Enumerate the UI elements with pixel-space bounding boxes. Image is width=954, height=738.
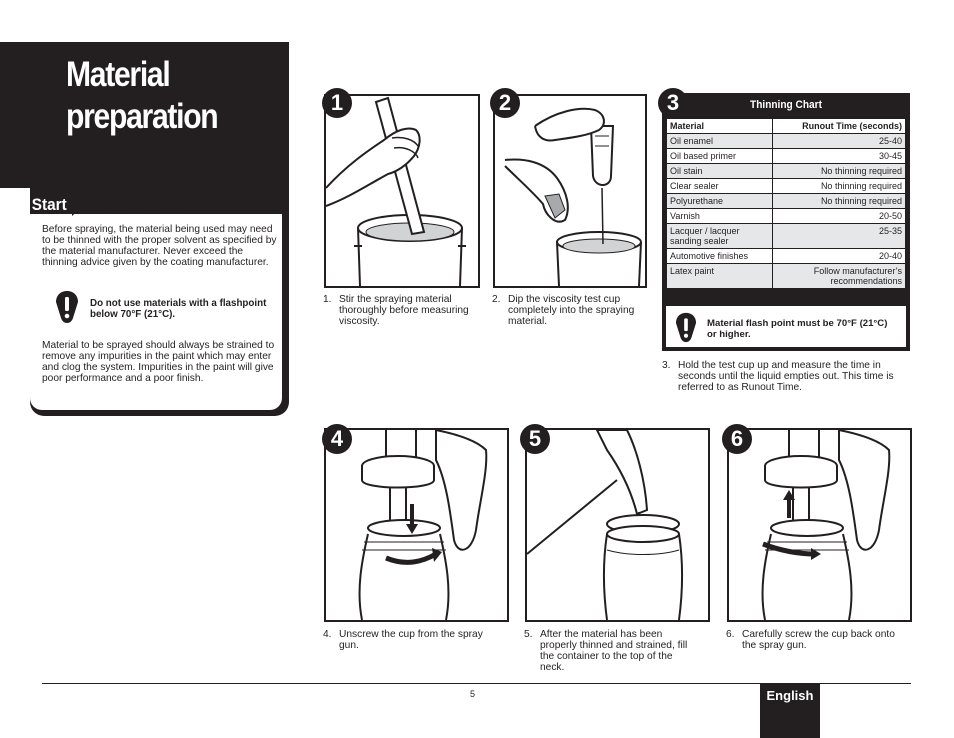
- runout-cell: 30-45: [773, 149, 906, 164]
- table-row: [667, 264, 906, 289]
- step-1-illustration: [324, 94, 480, 288]
- step-4-index: 4.: [323, 629, 332, 640]
- step-5-index: 5.: [524, 629, 533, 640]
- step-3-index: 3.: [662, 360, 671, 371]
- table-row: [667, 164, 906, 179]
- step-3-caption: [662, 360, 912, 393]
- step-2-number: 2: [490, 88, 520, 118]
- step-1-index: 1.: [323, 294, 332, 305]
- flash-point-warning: Material flash point must be 70°F (21°C) or higher.: [707, 318, 888, 340]
- column-header-runout: Runout Time (seconds): [773, 119, 906, 134]
- step-2-index: 2.: [492, 294, 501, 305]
- thinning-chart-table: [666, 118, 906, 289]
- step-4-text: Unscrew the cup from the spray gun.: [339, 629, 483, 651]
- step-2-illustration: [493, 94, 647, 288]
- start-tab: Start: [31, 195, 67, 214]
- runout-cell: No thinning required: [773, 194, 906, 209]
- table-header-row: [667, 119, 906, 134]
- material-cell: Clear sealer: [667, 179, 773, 194]
- column-header-material: Material: [667, 119, 773, 134]
- table-row: [667, 179, 906, 194]
- table-row: [667, 149, 906, 164]
- table-row: [667, 134, 906, 149]
- step-5-caption: [524, 629, 704, 673]
- page-title: Material preparation: [66, 55, 218, 136]
- intro-paragraph: Before spraying, the material being used may need to be thinned with the proper solvent as specified by the material manufacturer. Never exceed the thinning advice given by the coating manufacturer.: [42, 224, 277, 268]
- flashpoint-warning: Do not use materials with a flashpoint below 70°F (21°C).: [90, 298, 267, 320]
- material-cell: Automotive finishes: [667, 249, 773, 264]
- viscosity-cup-icon: [495, 96, 645, 286]
- runout-cell: Follow manufacturer’s recommendations: [773, 264, 906, 289]
- material-cell: Polyurethane: [667, 194, 773, 209]
- warning-icon: [54, 290, 80, 324]
- step-2-text: Dip the viscosity test cup completely into the spraying material.: [508, 294, 635, 327]
- step-6-caption: [726, 629, 906, 651]
- runout-cell: 25-40: [773, 134, 906, 149]
- start-heading: Before you begin:: [94, 197, 196, 212]
- screw-cup-icon: [729, 430, 910, 620]
- step-3-text: Hold the test cup up and measure the time in seconds until the liquid empties out. This time is referred to as Runout Time.: [678, 360, 894, 393]
- table-row: [667, 209, 906, 224]
- stirring-stick-icon: [326, 96, 478, 286]
- step-6-illustration: [727, 428, 912, 622]
- material-cell: Oil stain: [667, 164, 773, 179]
- table-row: [667, 194, 906, 209]
- runout-cell: No thinning required: [773, 164, 906, 179]
- fill-container-icon: [527, 430, 708, 620]
- runout-cell: 20-40: [773, 249, 906, 264]
- table-row: [667, 249, 906, 264]
- unscrew-cup-icon: [326, 430, 507, 620]
- step-3-number: 3: [658, 88, 688, 118]
- material-cell: Lacquer / lacquer sanding sealer: [667, 224, 773, 249]
- step-5-text: After the material has been properly thinned and strained, fill the container to the top of the neck.: [540, 629, 688, 673]
- table-row: [667, 224, 906, 249]
- start-arrow-icon: [72, 192, 86, 216]
- runout-cell: 20-50: [773, 209, 906, 224]
- step-5-number: 5: [520, 424, 550, 454]
- thinning-chart-title: Thinning Chart: [750, 99, 822, 111]
- step-1-text: Stir the spraying material thoroughly before measuring viscosity.: [339, 294, 469, 327]
- language-label: English: [766, 688, 814, 703]
- step-5-illustration: [525, 428, 710, 622]
- step-4-caption: [323, 629, 503, 651]
- step-4-illustration: [324, 428, 509, 622]
- page-number: 5: [470, 689, 476, 699]
- step-4-number: 4: [322, 424, 352, 454]
- material-cell: Oil enamel: [667, 134, 773, 149]
- step-2-caption: [492, 294, 642, 327]
- step-6-text: Carefully screw the cup back onto the spray gun.: [742, 629, 895, 651]
- step-1-caption: [323, 294, 473, 327]
- runout-cell: 25-35: [773, 224, 906, 249]
- runout-cell: No thinning required: [773, 179, 906, 194]
- step-6-number: 6: [722, 424, 752, 454]
- strain-paragraph: Material to be sprayed should always be strained to remove any impurities in the paint which may enter and clog the system. Impurities in the paint will give poor performance and a poor finish.: [42, 340, 275, 384]
- step-1-number: 1: [322, 88, 352, 118]
- warning-icon: [674, 312, 698, 343]
- material-cell: Latex paint: [667, 264, 773, 289]
- material-cell: Varnish: [667, 209, 773, 224]
- material-cell: Oil based primer: [667, 149, 773, 164]
- step-6-index: 6.: [726, 629, 735, 640]
